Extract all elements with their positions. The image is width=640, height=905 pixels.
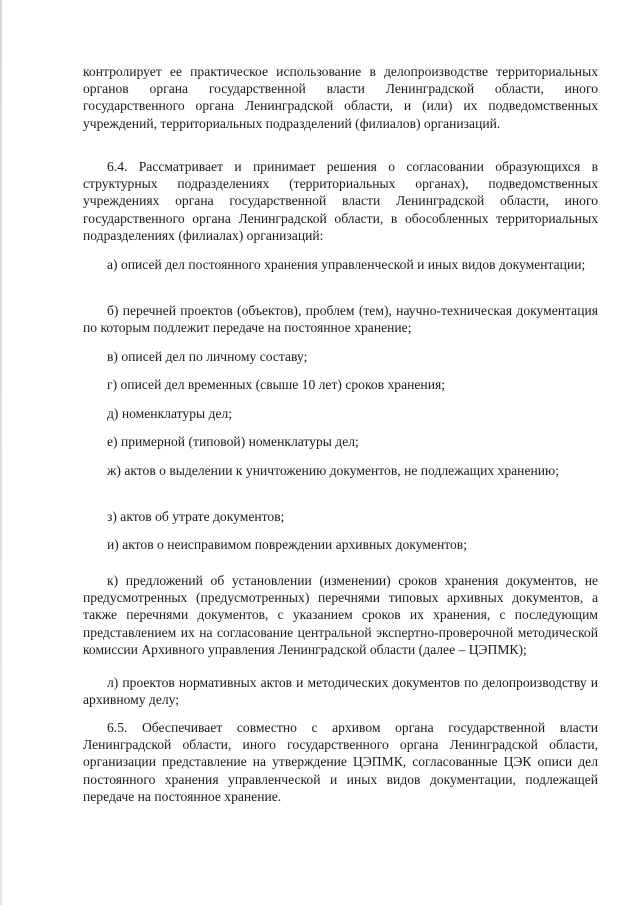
scan-edge-shadow [0,0,2,905]
list-item-i: и) актов о неисправимом повреждении архивных документов; [107,537,468,552]
paragraph-continuation: контролирует ее практическое использование в делопроизводстве территориальных органов органа государственной власти Ленинградской области, иного государственного органа Ленинградской области, и (или) их подведомственных учреждений, территориальных подразделений (филиалов) организаций. [83,64,598,131]
paragraph-6-4: 6.4. Рассматривает и принимает решения о согласовании образующихся в структурных подразделениях (территориальных органах), подведомственных учреждениях органа государственной власти Ленинградской области, иного государственного органа Ленинградской области, в обособленных территориальных подразделениях (филиалах) организаций: [83,159,598,243]
list-item-b: б) перечней проектов (объектов), проблем (тем), научно-техническая документация по которым подлежит передаче на постоянное хранение; [83,303,598,336]
list-item-g: г) описей дел временных (свыше 10 лет) сроков хранения; [107,377,446,392]
list-item-k: к) предложений об установлении (изменении) сроков хранения документов, не предусмотренных (предусмотренных) перечнями типовых архивных документов, а также перечнями документов, с указанием сроков их хранения, с последующим представлением их на согласование центральной экспертно-проверочной методической комиссии Архивного управления Ленинградской области (далее – ЦЭПМК); [83,573,598,657]
list-item-a: а) описей дел постоянного хранения управленческой и иных видов документации; [107,257,586,272]
list-item-v: в) описей дел по личному составу; [107,349,308,364]
list-item-d: д) номенклатуры дел; [107,406,233,421]
list-item-zh: ж) актов о выделении к уничтожению документов, не подлежащих хранению; [107,463,559,478]
list-item-z: з) актов об утрате документов; [107,509,285,524]
paragraph-6-5: 6.5. Обеспечивает совместно с архивом органа государственной власти Ленинградской области, иного государственного органа Ленинградской области, организации представление на утверждение ЦЭПМК, согласованные ЦЭК описи дел постоянного хранения управленческой и иных видов документации, подлежащей передаче на постоянное хранение. [83,720,598,804]
list-item-l: л) проектов нормативных актов и методических документов по делопроизводству и архивному делу; [83,675,598,708]
list-item-e: е) примерной (типовой) номенклатуры дел; [107,434,359,449]
